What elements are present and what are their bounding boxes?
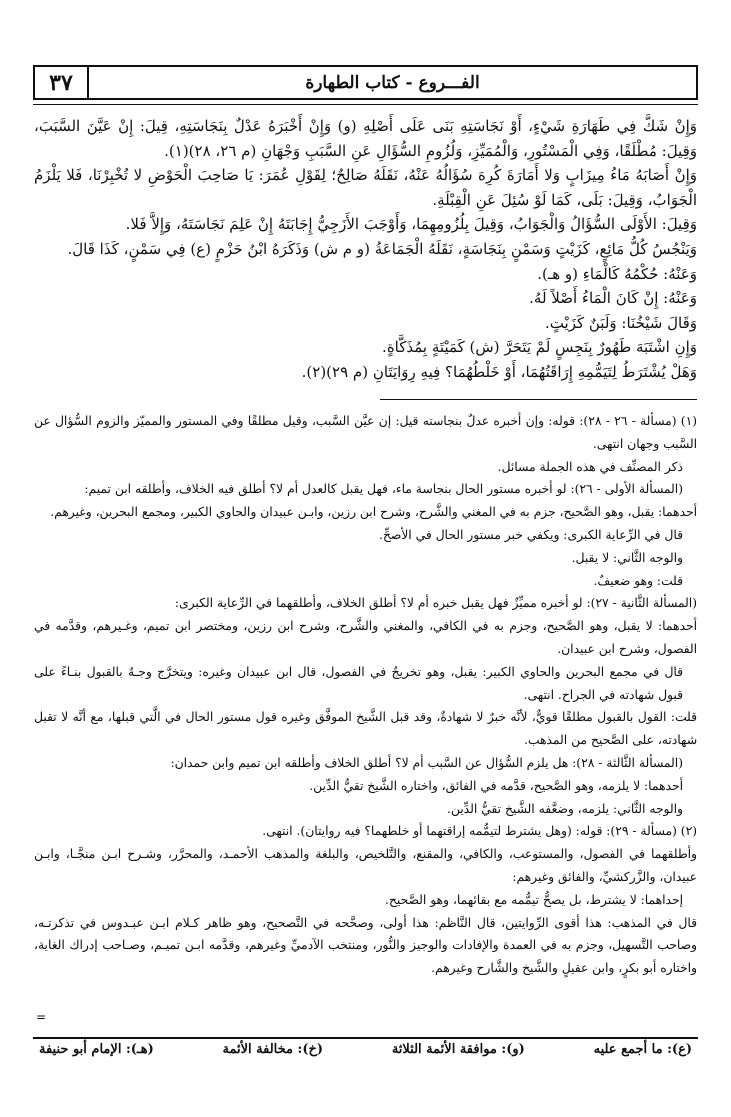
footnote-paragraph: ذكر المصنِّف في هذه الجملة مسائل. (497, 459, 683, 474)
footnote-paragraph: (المسألة الثَّانية - ٢٧): لو أخبره مميِّزٌ فهل يقبل خبره أم لا؟ أطلق الخلاف، وأطلقهما في الرِّعاية الكبرى: (174, 596, 697, 611)
main-paragraph: وَإِنِ اشْتَبَهَ طَهُورٌ بِنَجِسٍ لَمْ يَتَحَرَّ (ش) كَمَيْتَةٍ بِمُذَكَّاةٍ. (382, 338, 697, 357)
main-paragraph: وَإِنْ شَكَّ فِي طَهَارَةِ شَيْءٍ، أَوْ نَجَاسَتِهِ بَنَى عَلَى أَصْلِهِ (و) وَإِنْ أَخْبَرَهُ عَدْلٌ بِنَجَاسَتِهِ، قِيلَ: إِنْ عَيَّنَ السَّبَبَ، وَقِيلَ: مُطْلَقًا، وَفِي الْمَسْتُورِ، وَالْمُمَيِّزِ، وَلُزُومِ السُّؤَالِ عَنِ السَّبَبِ وَجْهَانِ (م ٢٦، ٢٨)(١). (34, 117, 697, 160)
legend-divider (33, 1037, 698, 1039)
footnote-paragraph: أحدهما: يقبل، وهو الصَّحيح، جزم به في المغني والشَّرح، وشرح ابن رزين، وابـن عبيدان والحاوي الكبير، ومجمع البحرين، وغيرهم. (50, 505, 697, 520)
main-paragraph: وَعَنْهُ: إِنْ كَانَ الْمَاءُ أَصْلاً لَهُ. (529, 289, 697, 308)
legend-item: (خ): مخالفة الأئمة (222, 1042, 324, 1057)
header-divider (33, 104, 698, 105)
footnote-paragraph: والوجه الثَّاني: يلزمه، وضعَّفه الشَّيخ تقيُّ الدِّين. (446, 801, 683, 816)
footnote-paragraph: قال في مجمع البحرين والحاوي الكبير: يقبل، وهو تخريجٌ في الفصول، قال ابن عبيدان وغيره: ويتخرَّج وجـهٌ بالقبول بنـاءً على قبول شهادته في الجراح. انتهى. (34, 664, 683, 702)
main-paragraph: وَيَنْجُسُ كُلُّ مَائِعٍ، كَزَيْتٍ وَسَمْنٍ بِنَجَاسَةٍ، نَقَلَهُ الْجَمَاعَةُ (و م ش) وَذَكَرَهُ ابْنُ حَزْمٍ (ع) فِي سَمْنٍ، كَذَا قَالَ. (67, 239, 697, 258)
legend-item: (و): موافقة الأئمة الثلاثة (391, 1042, 525, 1057)
footnote-paragraph: قال في الرِّعاية الكبرى: ويكفي خبر مستور الحال في الأصحِّ. (378, 527, 683, 542)
main-paragraph: وَقَالَ شَيْخُنَا: وَلَبَنٌ كَزَيْتٍ. (545, 313, 697, 332)
main-paragraph: وَقِيلَ: الأَوْلَى السُّؤَالُ وَالْجَوَابُ، وَقِيلَ بِلُزُومِهِمَا، وَأَوْجَبَ الأَزَجِيُّ إِجَابَتَهُ إِنْ عَلِمَ نَجَاسَتَهُ، وَإِلاَّ فَلا. (125, 215, 697, 234)
abbreviation-legend (33, 1042, 698, 1057)
footnote-paragraph: أحدهما: لا يلزمه، وهو الصَّحيح، قدَّمه في الفائق، واختاره الشَّيخ تقيُّ الدِّين. (309, 778, 683, 793)
footnote-paragraph: قال في المذهب: هذا أقوى الرِّوايتين، قال النَّاظم: هذا أولى، وصحَّحه في التَّصحيح، وهو ظاهر كـلام ابـن عبـدوس في تذكرتـه، وصاحب التَّسهيل، وجزم به في العمدة والإفادات والوجيز والنُّور، ومنتخب الآدميِّ وغيرهم، وقدَّمه ابـن تميـم، وصـاحب إدراك الغاية، واختاره أبو بكرٍ، وابن عقيلٍ والشَّيخ والشَّارح وغيرهم. (34, 915, 697, 976)
footnote-paragraph: (المسألة الأولى - ٢٦): لو أخبره مستور الحال بنجاسة ماء، فهل يقبل كالعدل أم لا؟ أطلق فيه الخلاف، وأطلقه ابن تميم: (84, 482, 683, 497)
footnote-paragraph: (المسألة الثَّالثة - ٢٨): هل يلزم السُّؤال عن السَّبب أم لا؟ أطلق الخلاف وأطلقه ابن تميم وابن حمدان: (170, 755, 683, 770)
page-header (33, 65, 698, 100)
footnotes (34, 410, 697, 980)
main-text (34, 114, 697, 385)
page-number: ٣٧ (35, 67, 89, 98)
footnote-paragraph: (١) (مسألة - ٢٦ - ٢٨): قوله: وإن أخبره عدلٌ بنجاسته قيل: إن عيَّن السَّبب، وقيل مطلقًا وفي المستور والمميّز والزوم السُّؤال عن السَّبب وجهان انتهى. (34, 414, 697, 451)
main-paragraph: وَهَلْ يُشْتَرَطُ لِتَيَمُّمِهِ إِرَاقَتُهُمَا، أَوْ خَلْطُهُمَا؟ فِيهِ رِوَايَتَانِ (م ٢٩)(٢). (301, 362, 697, 381)
footnote-paragraph: (٢) (مسألة - ٢٩): قوله: (وهل يشترط لتيمُّمه إراقتهما أو خلطهما؟ فيه روايتان). انتهى. (262, 824, 697, 839)
footnote-paragraph: أحدهما: لا يقبل، وهو الصَّحيح، وجزم به في الكافي، والمغني والشَّرح، وشرح ابن رزين، ومختصر ابن تميم، وغـيرهم، وقدَّمه في الفصول، وشرح ابن عبيدان. (34, 619, 697, 656)
legend-item: (هـ): الإمام أبو حنيفة (39, 1042, 154, 1057)
footnote-paragraph: قلت: وهو ضعيفٌ. (593, 573, 683, 588)
footnote-divider (380, 399, 697, 400)
chapter-title: الفـــروع - كتاب الطهارة (305, 72, 480, 93)
footnote-paragraph: إحداهما: لا يشترط، بل يصحُّ تيمُّمه مع بقائهما، وهو الصَّحيح. (384, 892, 683, 907)
main-paragraph: وَعَنْهُ: حُكْمُهُ كَالْمَاءِ (و هـ). (537, 264, 697, 283)
continuation-mark: = (36, 1010, 47, 1024)
footnote-paragraph: قلت: القول بالقبول مطلقًا قويٌّ، لأنَّه خبرٌ لا شهادةٌ، وقد قبل الشَّيخ الموفَّق وغيره قول مستور الحال في الَّتي قبلها، مع أنَّه لا تقبل شهادته، على الصَّحيح من المذهب. (34, 710, 697, 748)
legend-item: (ع): ما أجمع عليه (593, 1042, 692, 1057)
footnote-paragraph: وأطلقهما في الفصول، والمستوعب، والكافي، والمقنع، والتَّلخيص، والبلغة والمذهب الأحمـد، والمحرَّر، وشـرح ابـن منجَّـا، وابـن عبيدان، والزَّركشيِّ، والفائق وغيرهم: (34, 847, 697, 884)
main-paragraph: وَإِنْ أَصَابَهُ مَاءُ مِيزَابٍ وَلا أَمَارَةَ كُرِهَ سُؤَالُهُ عَنْهُ، نَقَلَهُ صَالِحٌ؛ لِقَوْلِ عُمَرَ: يَا صَاحِبَ الْحَوْضِ لا تُخْبِرْنَا، فَلا يَلْزَمُ الْجَوَابُ، وَقِيلَ: بَلَى، كَمَا لَوْ سُئِلَ عَنِ الْقِبْلَةِ. (34, 166, 697, 209)
footnote-paragraph: والوجه الثَّاني: لا يقبل. (571, 550, 683, 565)
